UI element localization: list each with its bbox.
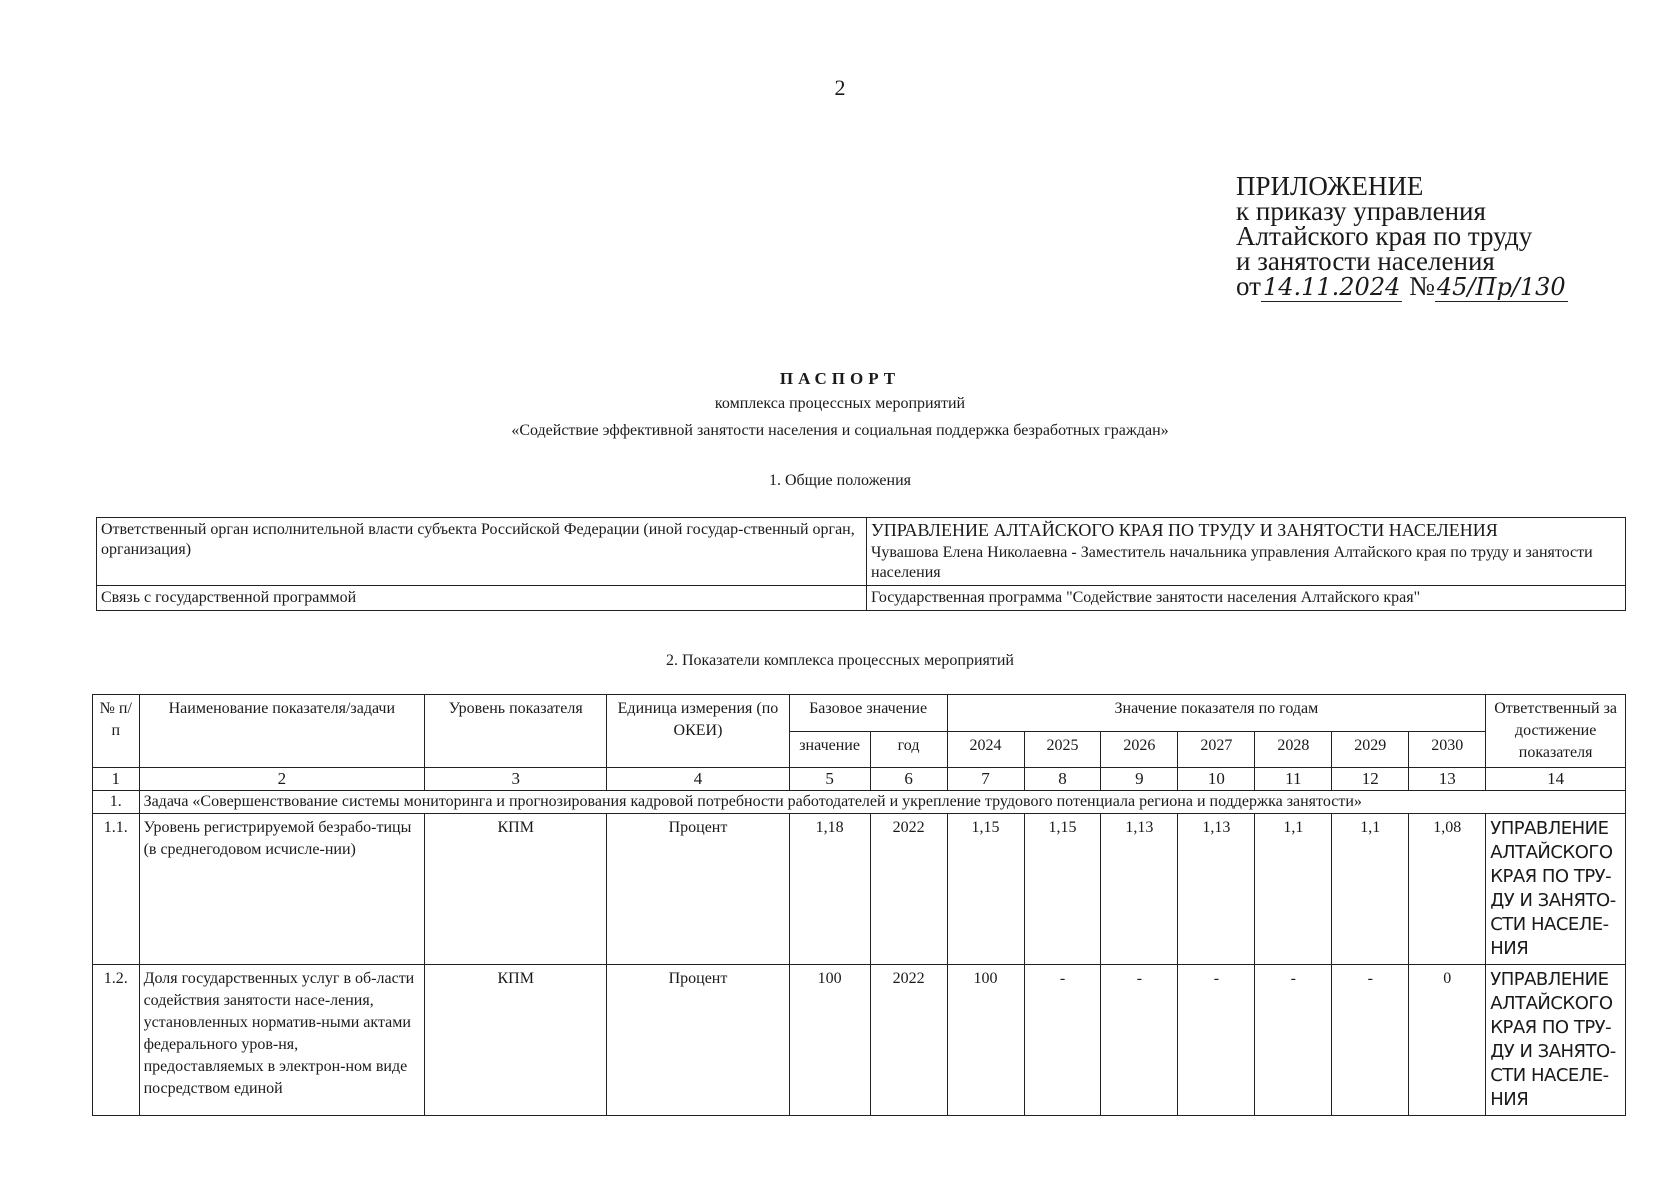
appendix-line-2: Алтайского края по труду [1236, 221, 1533, 251]
row-num: 1.1. [93, 814, 140, 965]
header-unit: Единица измерения (по ОКЕИ) [607, 695, 789, 768]
order-number: 45/Пр/130 [1436, 273, 1566, 301]
col-number: 13 [1409, 768, 1486, 791]
general-value-cell [867, 518, 1626, 586]
appendix-line-3: и занятости населения [1236, 246, 1495, 276]
row-unit: Процент [607, 814, 789, 965]
table-row [93, 965, 1626, 1116]
row-value: - [1101, 965, 1178, 1116]
header-num: № п/п [93, 695, 140, 768]
col-number: 14 [1486, 768, 1626, 791]
row-value: 1,15 [947, 814, 1024, 965]
table-row [93, 814, 1626, 965]
row-value: 1,13 [1178, 814, 1255, 965]
header-by-years: Значение показателя по годам [947, 695, 1486, 732]
row-base-value: 1,18 [789, 814, 870, 965]
header-base-year: год [870, 731, 947, 768]
page-number: 2 [834, 75, 846, 100]
row-value: 100 [947, 965, 1024, 1116]
responsible-person: Чувашова Елена Николаевна - Заместитель начальника управления Алтайского края по труду и занятости населения [871, 544, 1593, 581]
header-responsible: Ответственный за достижение показателя [1486, 695, 1626, 768]
row-value: - [1178, 965, 1255, 1116]
row-base-value: 100 [789, 965, 870, 1116]
col-number: 1 [93, 768, 140, 791]
header-year: 2024 [947, 731, 1024, 768]
appendix-line-1: к приказу управления [1236, 196, 1486, 226]
col-number: 5 [789, 768, 870, 791]
general-provisions-table [96, 517, 1626, 611]
section-1-title: 1. Общие положения [768, 472, 912, 489]
row-value: 1,15 [1024, 814, 1101, 965]
column-numbers-row [93, 768, 1626, 791]
row-name: Уровень регистрируемой безрабо-тицы (в среднегодовом исчисле-нии) [139, 814, 425, 965]
header-year: 2029 [1332, 731, 1409, 768]
col-number: 9 [1101, 768, 1178, 791]
row-value: - [1332, 965, 1409, 1116]
task-row [93, 791, 1626, 814]
col-number: 2 [139, 768, 425, 791]
header-year: 2028 [1255, 731, 1332, 768]
col-number: 6 [870, 768, 947, 791]
header-name: Наименование показателя/задачи [139, 695, 425, 768]
general-value-cell: Государственная программа "Содействие занятости населения Алтайского края" [867, 586, 1626, 611]
row-name: Доля государственных услуг в об-ласти содействия занятости насе-ления, установленных норматив-ными актами федерального уров-ня, предоставляемых в электрон-ном виде посредством единой [139, 965, 425, 1116]
order-date: 14.11.2024 [1262, 273, 1401, 301]
row-responsible: УПРАВЛЕНИЕ АЛТАЙСКОГО КРАЯ ПО ТРУ-ДУ И ЗАНЯТО-СТИ НАСЕЛЕ-НИЯ [1486, 814, 1626, 965]
row-level: КПМ [425, 814, 607, 965]
header-year: 2025 [1024, 731, 1101, 768]
row-base-year: 2022 [870, 814, 947, 965]
row-value: 1,08 [1409, 814, 1486, 965]
table-row [97, 518, 1626, 586]
col-number: 11 [1255, 768, 1332, 791]
header-base: Базовое значение [789, 695, 947, 732]
general-label-cell: Связь с государственной программой [97, 586, 867, 611]
appendix-block [1236, 171, 1656, 301]
col-number: 4 [607, 768, 789, 791]
responsible-org: УПРАВЛЕНИЕ АЛТАЙСКОГО КРАЯ ПО ТРУДУ И ЗАНЯТОСТИ НАСЕЛЕНИЯ [871, 520, 1498, 540]
row-responsible: УПРАВЛЕНИЕ АЛТАЙСКОГО КРАЯ ПО ТРУ-ДУ И ЗАНЯТО-СТИ НАСЕЛЕ-НИЯ [1486, 965, 1626, 1116]
header-year: 2030 [1409, 731, 1486, 768]
section-2-title: 2. Показатели комплекса процессных мероприятий [665, 652, 1014, 669]
row-level: КПМ [425, 965, 607, 1116]
row-base-year: 2022 [870, 965, 947, 1116]
row-value: 1,1 [1255, 814, 1332, 965]
row-unit: Процент [607, 965, 789, 1116]
row-value: 0 [1409, 965, 1486, 1116]
appendix-date-line [1236, 271, 1656, 301]
appendix-title: ПРИЛОЖЕНИЕ [1236, 171, 1424, 201]
row-value: 1,13 [1101, 814, 1178, 965]
row-value: - [1255, 965, 1332, 1116]
task-text: Задача «Совершенствование системы мониторинга и прогнозирования кадровой потребности работодателей и укрепление трудового потенциала региона и поддержка занятости» [139, 791, 1625, 814]
number-prefix: № [1409, 271, 1435, 301]
date-prefix: от [1236, 271, 1261, 301]
col-number: 12 [1332, 768, 1409, 791]
header-base-value: значение [789, 731, 870, 768]
general-label-cell: Ответственный орган исполнительной власти субъекта Российской Федерации (иной государ-ственный орган, организация) [97, 518, 867, 586]
col-number: 10 [1178, 768, 1255, 791]
row-value: 1,1 [1332, 814, 1409, 965]
passport-name: «Содействие эффективной занятости населения и социальная поддержка безработных граждан» [511, 422, 1169, 439]
row-value: - [1024, 965, 1101, 1116]
col-number: 8 [1024, 768, 1101, 791]
task-num: 1. [93, 791, 140, 814]
header-year: 2027 [1178, 731, 1255, 768]
passport-title: ПАСПОРТ [779, 369, 901, 388]
passport-subtitle: комплекса процессных мероприятий [714, 395, 966, 412]
col-number: 7 [947, 768, 1024, 791]
header-row [93, 695, 1626, 732]
col-number: 3 [425, 768, 607, 791]
header-year: 2026 [1101, 731, 1178, 768]
indicators-table [92, 694, 1626, 1116]
header-level: Уровень показателя [425, 695, 607, 768]
row-num: 1.2. [93, 965, 140, 1116]
table-row [97, 586, 1626, 611]
